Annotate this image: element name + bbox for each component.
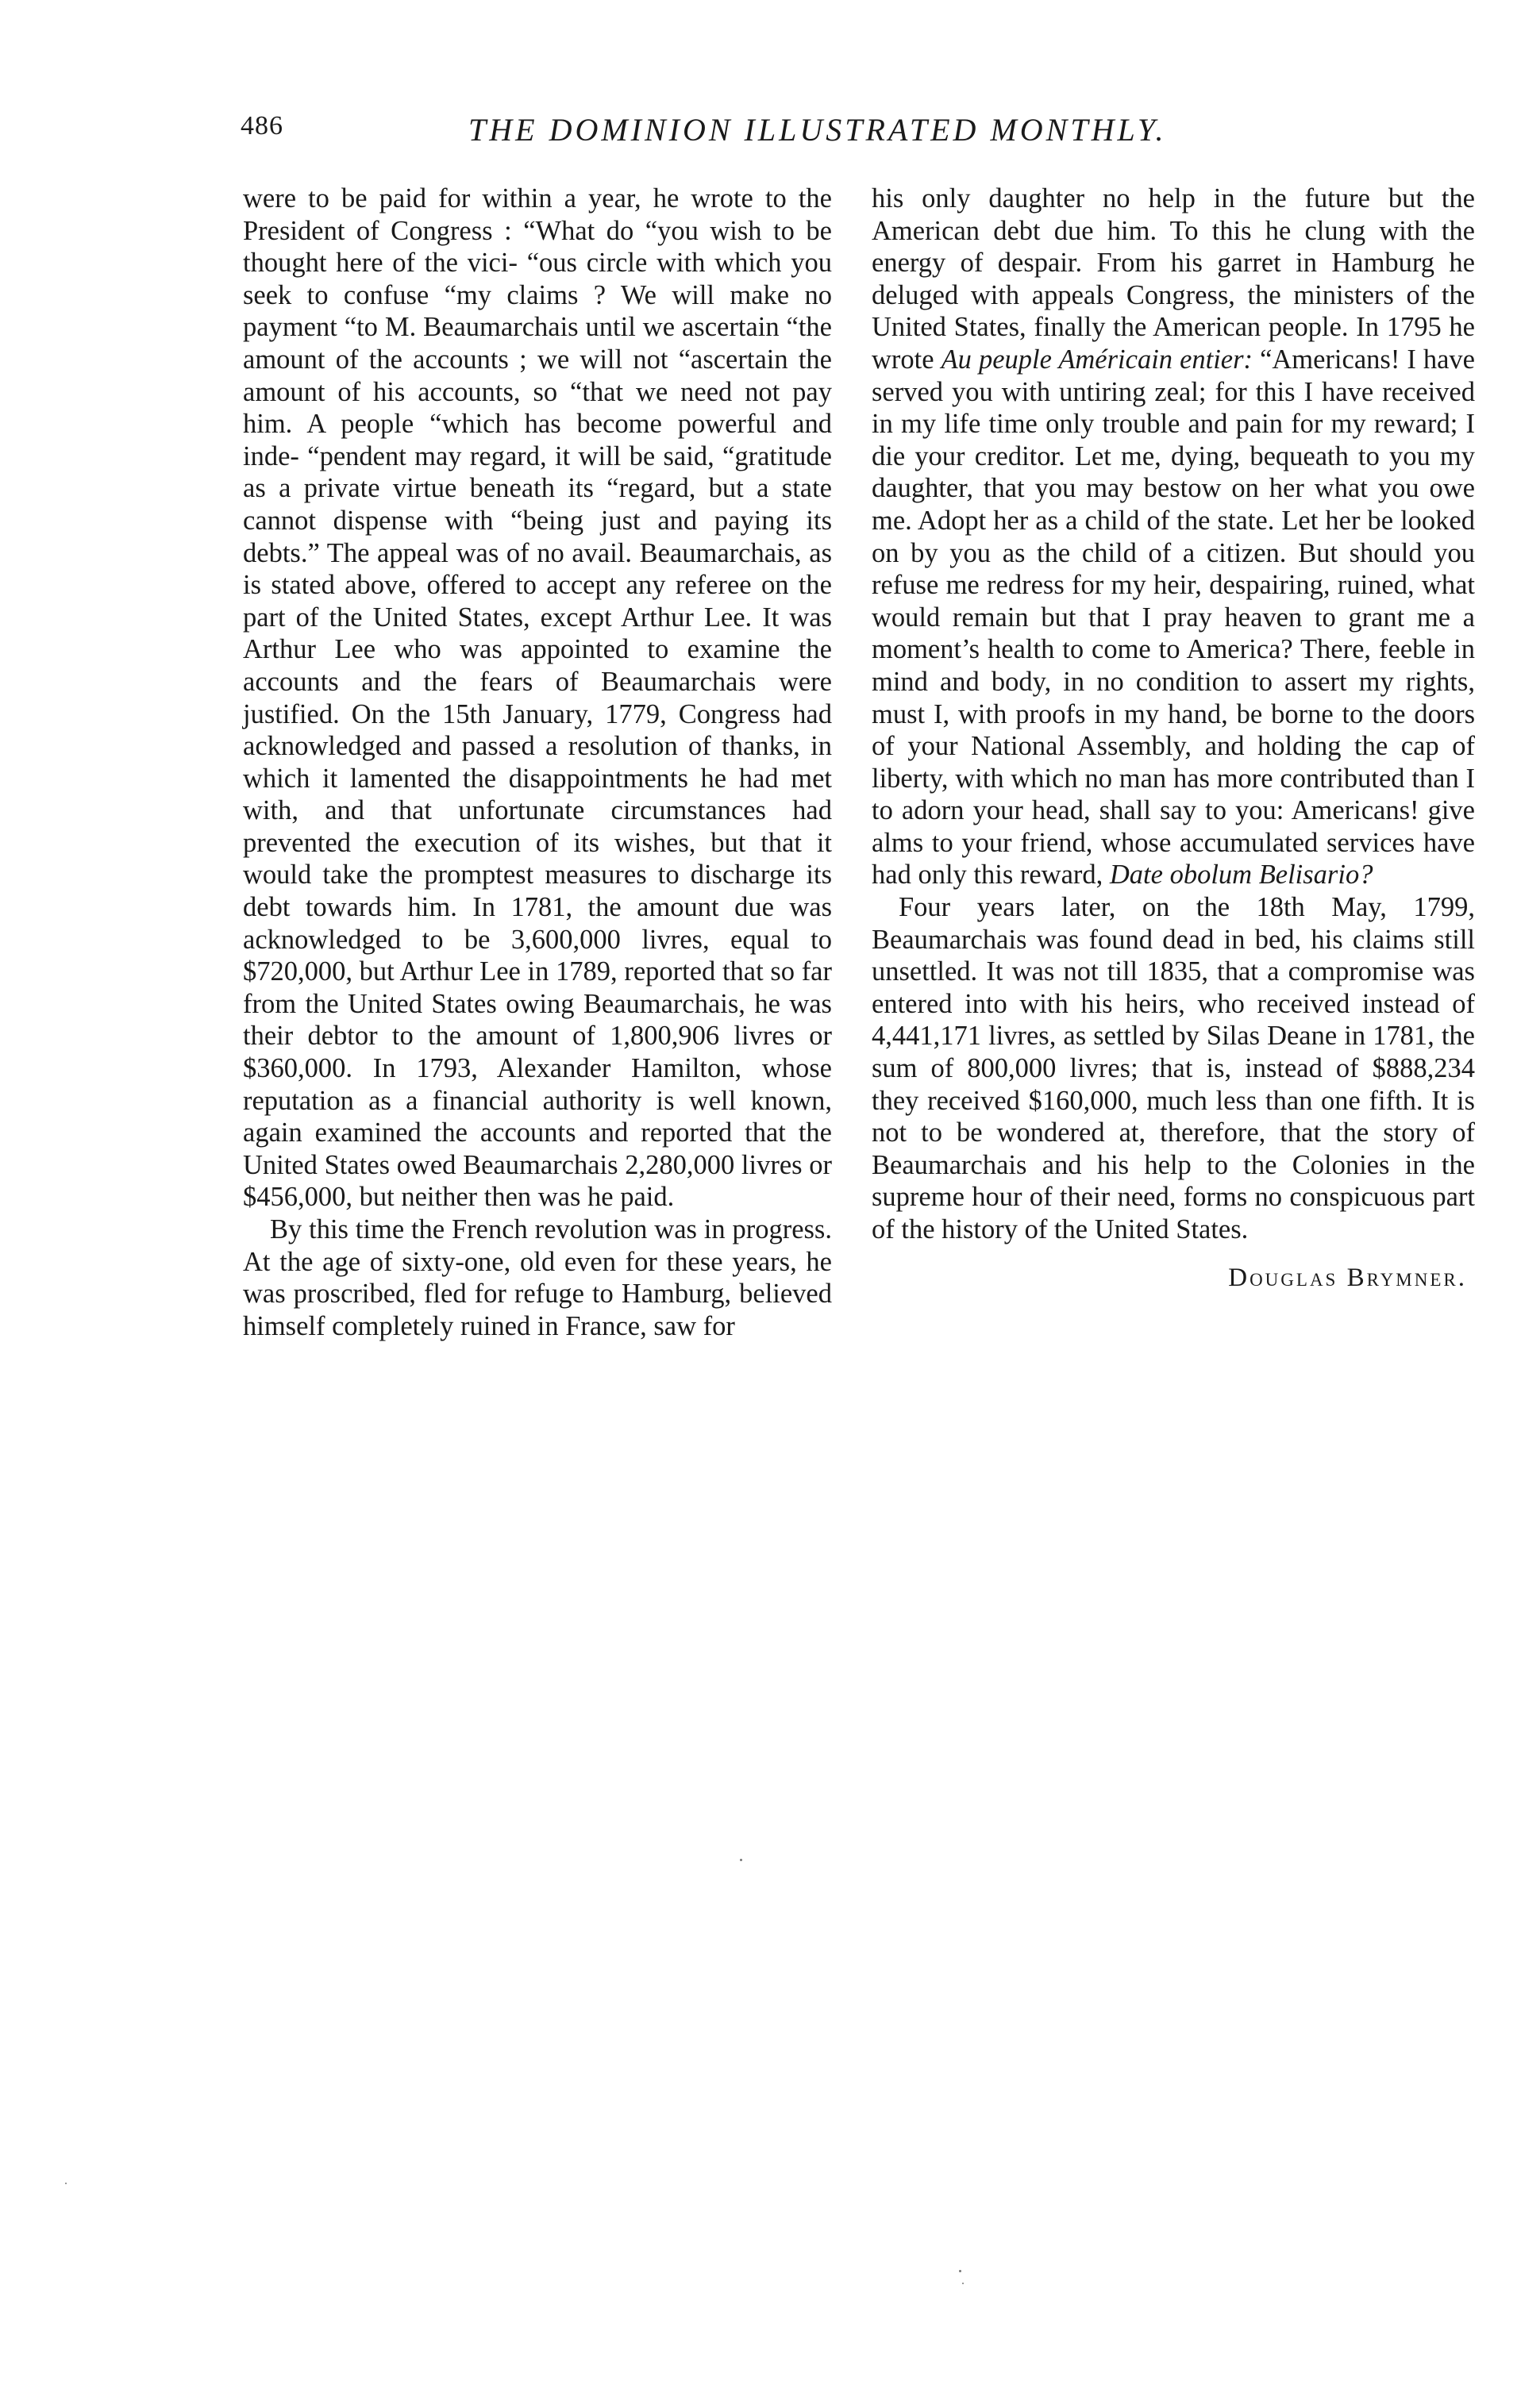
scan-speck [65, 2183, 67, 2184]
scan-speck [959, 2270, 961, 2272]
author-signature: Douglas Brymner. [1228, 1263, 1467, 1292]
running-header [0, 111, 1521, 159]
french-title-italic: Au peuple Américain entier: [941, 344, 1253, 375]
left-paragraph-1: were to be paid for within a year, he wrote to the President of Congress : “What do “you wish to be thought here of the vici- “ous circle with which you seek to confuse “my claims ? We will make no payment “to M. Beaumarchais until we ascertain “the amount of the accounts ; we will not “ascertain the amount of his accounts, so “that we need not pay him. A people “which has become powerful and inde- “pendent may regard, it will be said, “gratitude as a private virtue beneath its “regard, but a state cannot dispense with “being just and paying its debts.” The appeal was of no avail. Beaumarchais, as is stated above, offered to accept any referee on the part of the United States, except Arthur Lee. It was Arthur Lee who was appointed to examine the accounts and the fears of Beaumarchais were justified. On the 15th January, 1779, Congress had acknowledged and passed a resolution of thanks, in which it lamented the disappointments he had met with, and that unfortunate circumstances had prevented the execution of its wishes, but that it would take the promptest measures to discharge its debt towards him. In 1781, the amount due was acknowledged to be 3,600,000 livres, equal to $720,000, but Arthur Lee in 1789, reported that so far from the United States owing Beaumarchais, he was their debtor to the amount of 1,800,906 livres or $360,000. In 1793, Alexander Hamilton, whose reputation as a financial authority is well known, again examined the accounts and reported that the United States owed Beaumarchais 2,280,000 livres or $456,000, but neither then was he paid. [243, 183, 832, 1213]
running-title: THE DOMINION ILLUSTRATED MONTHLY. [468, 112, 1167, 148]
scan-speck [740, 1859, 742, 1861]
scan-speck [962, 2283, 964, 2284]
right-paragraph-2: Four years later, on the 18th May, 1799, Beaumarchais was found dead in bed, his claims still unsettled. It was not till 1835, that a compromise was entered into with his heirs, who received instead of 4,441,171 livres, as settled by Silas Deane in 1781, the sum of 800,000 livres; that is, instead of $888,234 they received $160,000, much less than one fifth. It is not to be wondered at, therefore, that the story of Beaumarchais and his help to the Colonies in the supreme hour of their need, forms no conspicuous part of the history of the United States. [872, 892, 1475, 1244]
latin-quote-italic: Date obolum Belisario? [1109, 860, 1373, 890]
right-column [872, 183, 1475, 1294]
page-number: 486 [241, 111, 283, 140]
right-paragraph-1-text-b: “Americans! I have served you with untiring zeal; for this I have received in my life time only trouble and pain for my reward; I die your creditor. Let me, dying, bequeath to you my daughter, that you may bestow on her what you owe me. Adopt her as a child of the state. Let her be looked on by you as the child of a citizen. But should you refuse me redress for my heir, despairing, ruined, what would remain but that I pray heaven to grant me a moment’s health to come to America? There, feeble in mind and body, in no condition to assert my rights, must I, with proofs in my hand, be borne to the doors of your National Assembly, and holding the cap of liberty, with which no man has more contributed than I to adorn your head, shall say to you: Americans! give alms to your friend, whose accumulated services have had only this reward, [872, 344, 1475, 890]
left-paragraph-2: By this time the French revolution was in progress. At the age of sixty-one, old even for these years, he was proscribed, fled for refuge to Hamburg, believed himself completely ruined in France, saw for [243, 1214, 832, 1341]
left-column [243, 183, 832, 1342]
right-paragraph-1-text-a: his only daughter no help in the future but the American debt due him. To this he clung with the energy of despair. From his garret in Hamburg he deluged with appeals Congress, the ministers of the United States, finally the American people. In 1795 he wrote [872, 183, 1475, 375]
right-paragraph-1 [872, 183, 1475, 891]
